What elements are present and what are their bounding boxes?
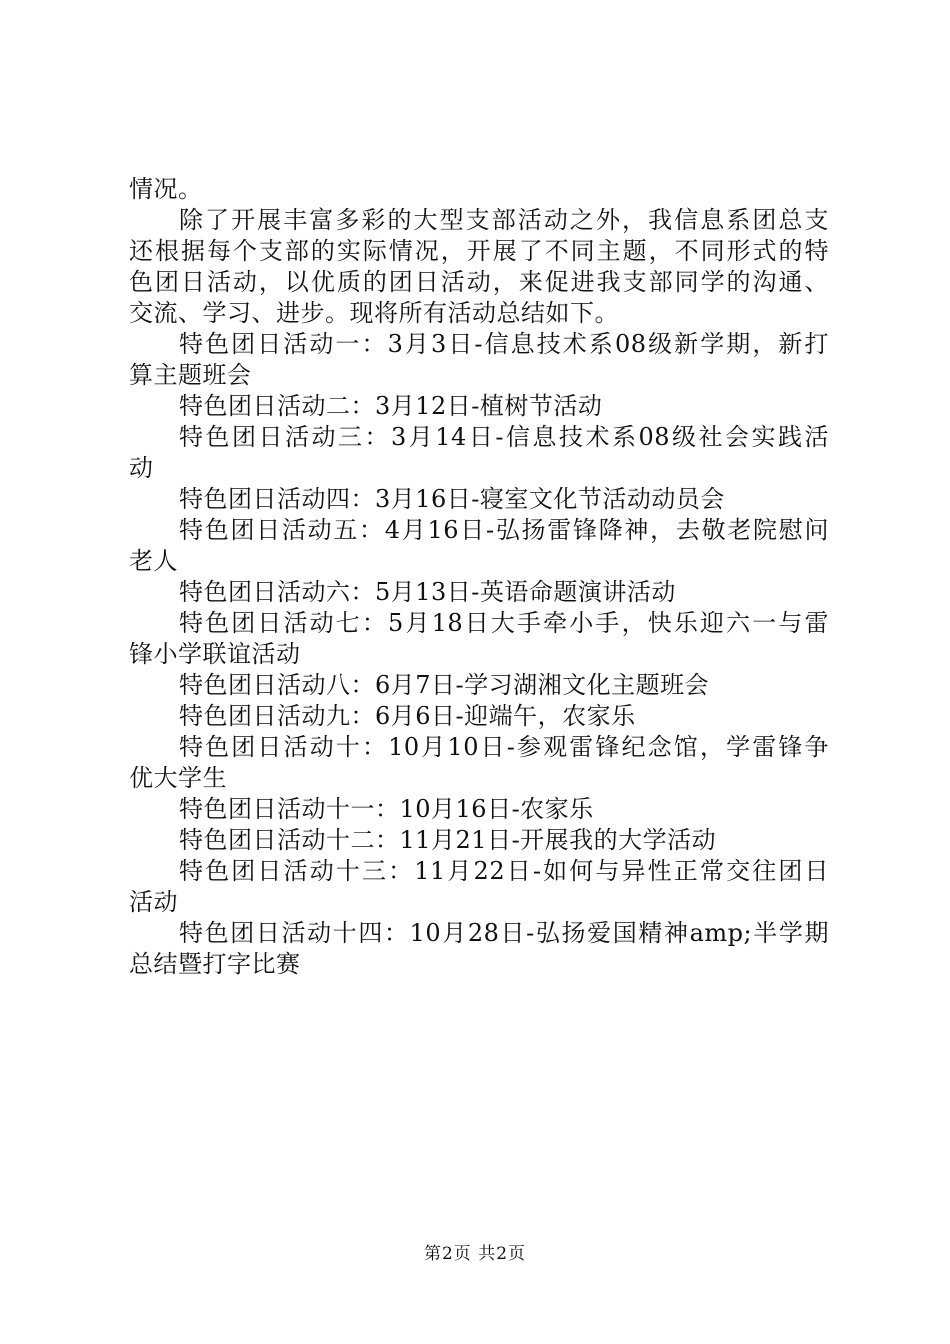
text-line: 交流、学习、进步。现将所有活动总结如下。 <box>129 299 619 327</box>
activity-line: 特色团日活动一：3月3日-信息技术系08级新学期，新打 <box>179 330 829 358</box>
activity-line: 动 <box>129 454 154 482</box>
text-line: 情况。 <box>129 175 203 203</box>
activity-line: 老人 <box>129 547 178 575</box>
activity-line: 锋小学联谊活动 <box>129 640 301 668</box>
text-line: 还根据每个支部的实际情况，开展了不同主题，不同形式的特 <box>129 237 829 265</box>
text-line: 除了开展丰富多彩的大型支部活动之外，我信息系团总支 <box>179 206 829 234</box>
activity-line: 特色团日活动十：10月10日-参观雷锋纪念馆，学雷锋争 <box>179 733 829 761</box>
activity-line: 活动 <box>129 888 178 916</box>
text-line: 色团日活动，以优质的团日活动，来促进我支部同学的沟通、 <box>129 268 829 296</box>
activity-line: 特色团日活动三：3月14日-信息技术系08级社会实践活 <box>179 423 829 451</box>
activity-line: 特色团日活动十一：10月16日-农家乐 <box>179 795 594 823</box>
activity-line: 特色团日活动六：5月13日-英语命题演讲活动 <box>179 578 676 606</box>
activity-line: 算主题班会 <box>129 361 252 389</box>
activity-line: 优大学生 <box>129 764 227 792</box>
activity-line: 特色团日活动七：5月18日大手牵小手，快乐迎六一与雷 <box>179 609 829 637</box>
activity-line: 特色团日活动十二：11月21日-开展我的大学活动 <box>179 826 717 854</box>
document-body <box>129 174 829 980</box>
activity-line: 特色团日活动十三：11月22日-如何与异性正常交往团日 <box>179 857 829 885</box>
activity-line: 特色团日活动九：6月6日-迎端午，农家乐 <box>179 702 636 730</box>
activity-line: 总结暨打字比赛 <box>129 950 301 978</box>
activity-line: 特色团日活动四：3月16日-寝室文化节活动动员会 <box>179 485 725 513</box>
page-number-footer: 第2页 共2页 <box>423 1244 527 1264</box>
activity-line: 特色团日活动二：3月12日-植树节活动 <box>179 392 603 420</box>
activity-line: 特色团日活动十四：10月28日-弘扬爱国精神amp;半学期 <box>179 919 829 947</box>
activity-line: 特色团日活动八：6月7日-学习湖湘文化主题班会 <box>179 671 710 699</box>
activity-line: 特色团日活动五：4月16日-弘扬雷锋降神，去敬老院慰问 <box>179 516 829 544</box>
